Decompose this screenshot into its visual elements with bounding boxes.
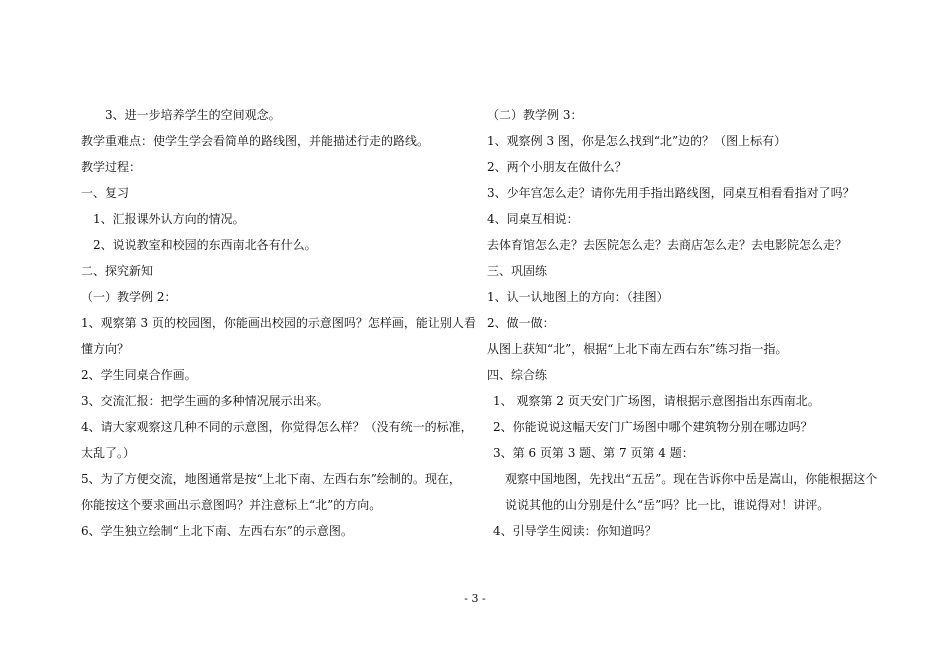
left-column-line: 一、复习 <box>81 186 130 200</box>
left-column-line: （一）教学例 2： <box>81 290 177 304</box>
right-column-line: 从图上获知“北”，根据“上北下南左西右东”练习指一指。 <box>487 342 788 356</box>
left-column-line: 6、学生独立绘制“上北下南、左西右东”的示意图。 <box>81 524 353 538</box>
right-column-line: 1、 观察第 2 页天安门广场图，请根据示意图指出东西南北。 <box>493 394 820 408</box>
right-column <box>487 102 877 544</box>
right-column-line: 2、两个小朋友在做什么？ <box>487 160 627 174</box>
left-column-line: 1、汇报课外认方向的情况。 <box>93 212 245 226</box>
left-column-line: 教学重难点：使学生学会看简单的路线图，并能描述行走的路线。 <box>81 134 430 148</box>
left-column <box>81 102 476 544</box>
right-column-line: 观察中国地图，先找出“五岳”。现在告诉你中岳是嵩山，你能根据这个 <box>505 472 878 486</box>
left-column-line: 2、学生同桌合作画。 <box>81 368 197 382</box>
left-column-line: 太乱了。） <box>81 446 136 460</box>
right-column-line: 4、引导学生阅读：你知道吗？ <box>493 524 657 538</box>
right-column-line: 2、你能说说这幅天安门广场图中哪个建筑物分别在哪边吗？ <box>493 420 813 434</box>
right-column-line: 四、综合练 <box>487 368 548 382</box>
right-column-line: 1、认一认地图上的方向：（挂图） <box>487 290 669 304</box>
page-number: - 3 - <box>464 592 486 605</box>
left-column-line: 4、请大家观察这几种不同的示意图，你觉得怎么样？（没有统一的标准， <box>81 420 473 434</box>
right-column-line: 2、做一做： <box>487 316 555 330</box>
right-column-line: 说说其他的山分别是什么“岳”吗？比一比，谁说得对！讲评。 <box>505 498 830 512</box>
right-column-line: 1、观察例 3 图，你是怎么找到“北”边的？（图上标有） <box>487 134 787 148</box>
left-column-line: 5、为了方便交流，地图通常是按“上北下南、左西右东”绘制的。现在， <box>81 472 461 486</box>
right-column-line: 3、第 6 页第 3 题、第 7 页第 4 题： <box>493 446 694 460</box>
right-column-line: （二）教学例 3： <box>487 108 583 122</box>
left-column-line: 懂方向？ <box>81 342 130 356</box>
right-column-line: 3、少年宫怎么走？请你先用手指出路线图，同桌互相看看指对了吗？ <box>487 186 855 200</box>
left-column-line: 二、探究新知 <box>81 264 154 278</box>
left-column-line: 1、观察第 3 页的校园图，你能画出校园的示意图吗？怎样画，能让别人看 <box>81 316 476 330</box>
left-column-line: 3、进一步培养学生的空间观念。 <box>105 108 281 122</box>
right-column-line: 三、巩固练 <box>487 264 548 278</box>
right-column-line: 4、同桌互相说： <box>487 212 579 226</box>
left-column-line: 2、说说教室和校园的东西南北各有什么。 <box>93 238 317 252</box>
left-column-line: 3、交流汇报：把学生画的多种情况展示出来。 <box>81 394 329 408</box>
right-column-line: 去体育馆怎么走？去医院怎么走？去商店怎么走？去电影院怎么走？ <box>487 238 848 252</box>
left-column-line: 你能按这个要求画出示意图吗？并注意标上“北”的方向。 <box>81 498 382 512</box>
left-column-line: 教学过程： <box>81 160 142 174</box>
